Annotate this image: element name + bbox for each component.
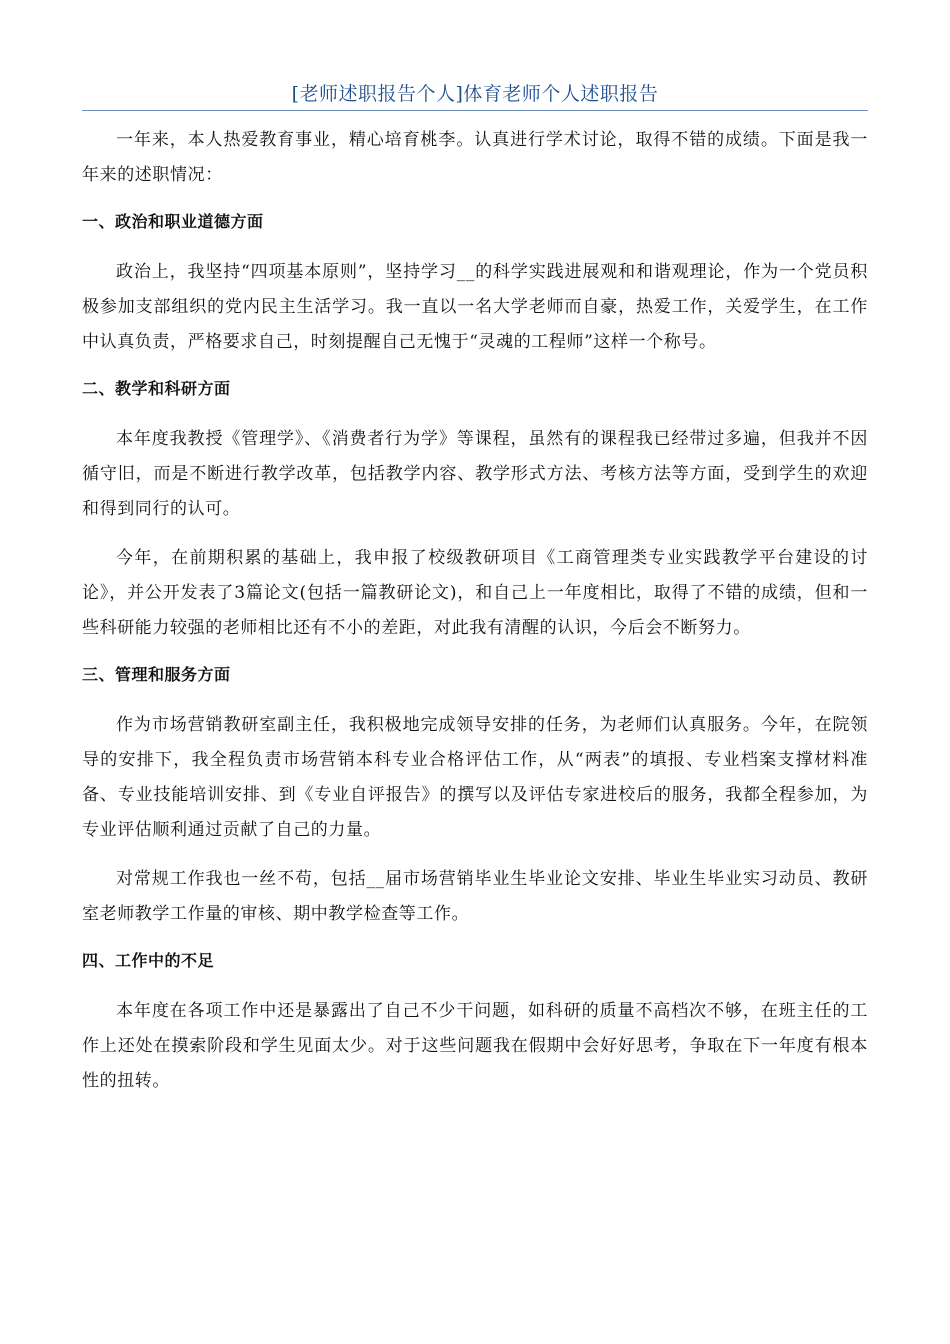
section-heading-politics: 一、政治和职业道德方面	[82, 212, 264, 231]
document-page	[82, 80, 868, 1113]
section-paragraph: 本年度在各项工作中还是暴露出了自己不少干问题，如科研的质量不高档次不够，在班主任的工作上还处在摸索阶段和学生见面太少。对于这些问题我在假期中会好好思考，争取在下一年度有根本性的扭转。	[82, 1001, 868, 1091]
section-heading-shortcomings: 四、工作中的不足	[82, 951, 215, 970]
intro-paragraph: 一年来，本人热爱教育事业，精心培育桃李。认真进行学术讨论，取得不错的成绩。下面是我一年来的述职情况：	[82, 130, 868, 185]
document-title: [老师述职报告个人]体育老师个人述职报告	[291, 83, 659, 105]
section-paragraph: 对常规工作我也一丝不苟，包括__届市场营销毕业生毕业论文安排、毕业生毕业实习动员、教研室老师教学工作量的审核、期中教学检查等工作。	[82, 869, 868, 924]
section-paragraph: 政治上，我坚持“四项基本原则”，坚持学习__的科学实践进展观和和谐观理论，作为一个党员积极参加支部组织的党内民主生活学习。我一直以一名大学老师而自豪，热爱工作，关爱学生，在工作中认真负责，严格要求自己，时刻提醒自己无愧于“灵魂的工程师”这样一个称号。	[82, 262, 868, 352]
title-underline	[82, 110, 868, 111]
section-heading-teaching: 二、教学和科研方面	[82, 379, 231, 398]
section-paragraph: 本年度我教授《管理学》、《消费者行为学》等课程，虽然有的课程我已经带过多遍，但我并不因循守旧，而是不断进行教学改革，包括教学内容、教学形式方法、考核方法等方面，受到学生的欢迎和得到同行的认可。	[82, 429, 868, 519]
section-paragraph: 作为市场营销教研室副主任，我积极地完成领导安排的任务，为老师们认真服务。今年，在院领导的安排下，我全程负责市场营销本科专业合格评估工作，从“两表”的填报、专业档案支撑材料准备、专业技能培训安排、到《专业自评报告》的撰写以及评估专家进校后的服务，我都全程参加，为专业评估顺利通过贡献了自己的力量。	[82, 715, 868, 840]
section-heading-management: 三、管理和服务方面	[82, 665, 231, 684]
section-paragraph: 今年，在前期积累的基础上，我申报了校级教研项目《工商管理类专业实践教学平台建设的讨论》，并公开发表了3篇论文(包括一篇教研论文)，和自己上一年度相比，取得了不错的成绩，但和一些科研能力较强的老师相比还有不小的差距，对此我有清醒的认识，今后会不断努力。	[82, 548, 868, 638]
